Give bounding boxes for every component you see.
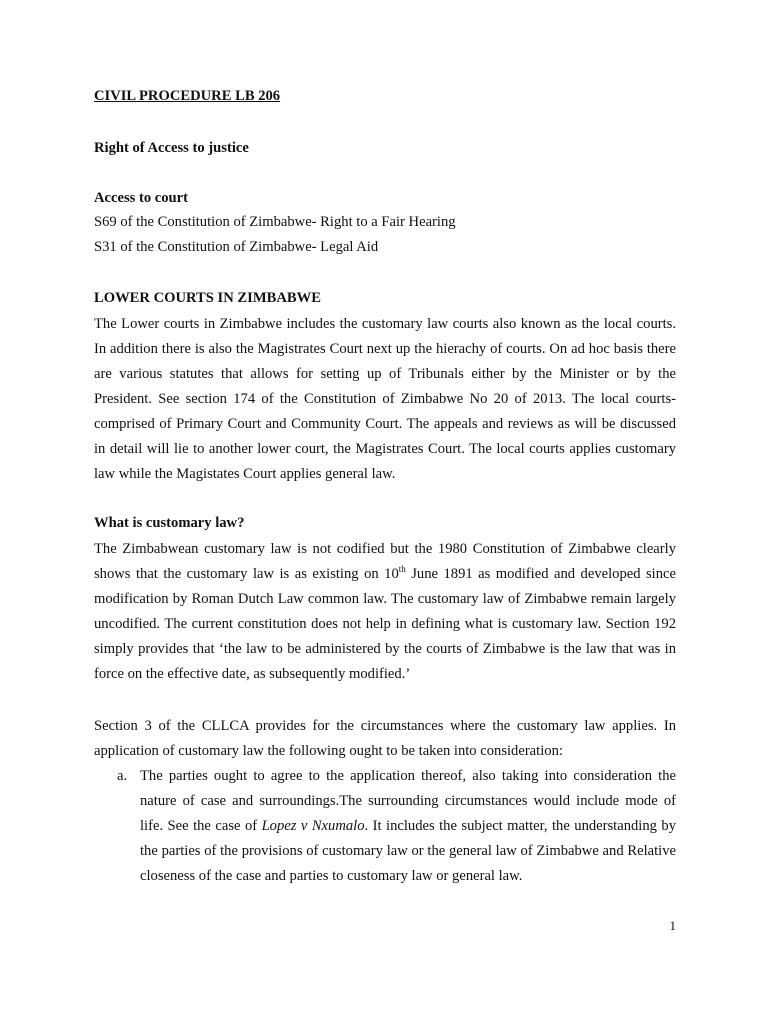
- access-heading: Access to court: [94, 190, 189, 206]
- customary-paragraph: [94, 537, 676, 687]
- customary-superscript: th: [398, 564, 406, 575]
- lower-courts-paragraph: The Lower courts in Zimbabwe includes the customary law courts also known as the local courts. In addition there is also the Magistrates Court next up the hierachy of courts. On ad hoc basis there are various statutes that allows for setting up of Tribunals either by the Minister or by the President. See section 174 of the Constitution of Zimbabwe No 20 of 2013. The local courts-comprised of Primary Court and Community Court. The appeals and reviews as will be discussed in detail will lie to another lower court, the Magistrates Court. The local courts applies customary law while the Magistates Court applies general law.: [94, 316, 676, 482]
- customary-text-2: June 1891 as modified and developed since modification by Roman Dutch Law common law. The customary law of Zimbabwe remain largely uncodified. The current constitution does not help in defining what is customary law. Section 192 simply provides that ‘the law to be administered by the courts of Zimbabwe is the law that was in force on the effective date, as subsequently modified.’: [94, 566, 676, 682]
- customary-heading: What is customary law?: [94, 515, 245, 531]
- page-number: 1: [669, 918, 676, 933]
- lower-courts-heading: LOWER COURTS IN ZIMBABWE: [94, 290, 321, 306]
- customary-text-1: The Zimbabwean customary law is not codified but the 1980 Constitution of Zimbabwe clearly shows that the customary law is as existing on 10: [94, 541, 676, 582]
- list-item: [94, 764, 676, 889]
- list-text-1: The parties ought to agree to the application thereof, also taking into consideration the nature of case and surroundings.The surrounding circumstances would include mode of life. See the case of: [140, 768, 676, 834]
- subtitle: Right of Access to justice: [94, 140, 249, 156]
- list-item-body: [140, 764, 676, 889]
- course-title: CIVIL PROCEDURE LB 206: [94, 88, 281, 104]
- list-marker: a.: [117, 768, 128, 784]
- access-line-2: S31 of the Constitution of Zimbabwe- Legal Aid: [94, 239, 379, 255]
- case-name: Lopez v Nxumalo: [261, 818, 365, 834]
- section3-paragraph: Section 3 of the CLLCA provides for the circumstances where the customary law applies. In application of customary law the following ought to be taken into consideration:: [94, 718, 676, 759]
- list-text-2: . It includes the subject matter, the understanding by the parties of the provisions of customary law or the general law of Zimbabwe and Relative closeness of the case and parties to customary law or general law.: [140, 818, 676, 884]
- access-line-1: S69 of the Constitution of Zimbabwe- Right to a Fair Hearing: [94, 214, 456, 230]
